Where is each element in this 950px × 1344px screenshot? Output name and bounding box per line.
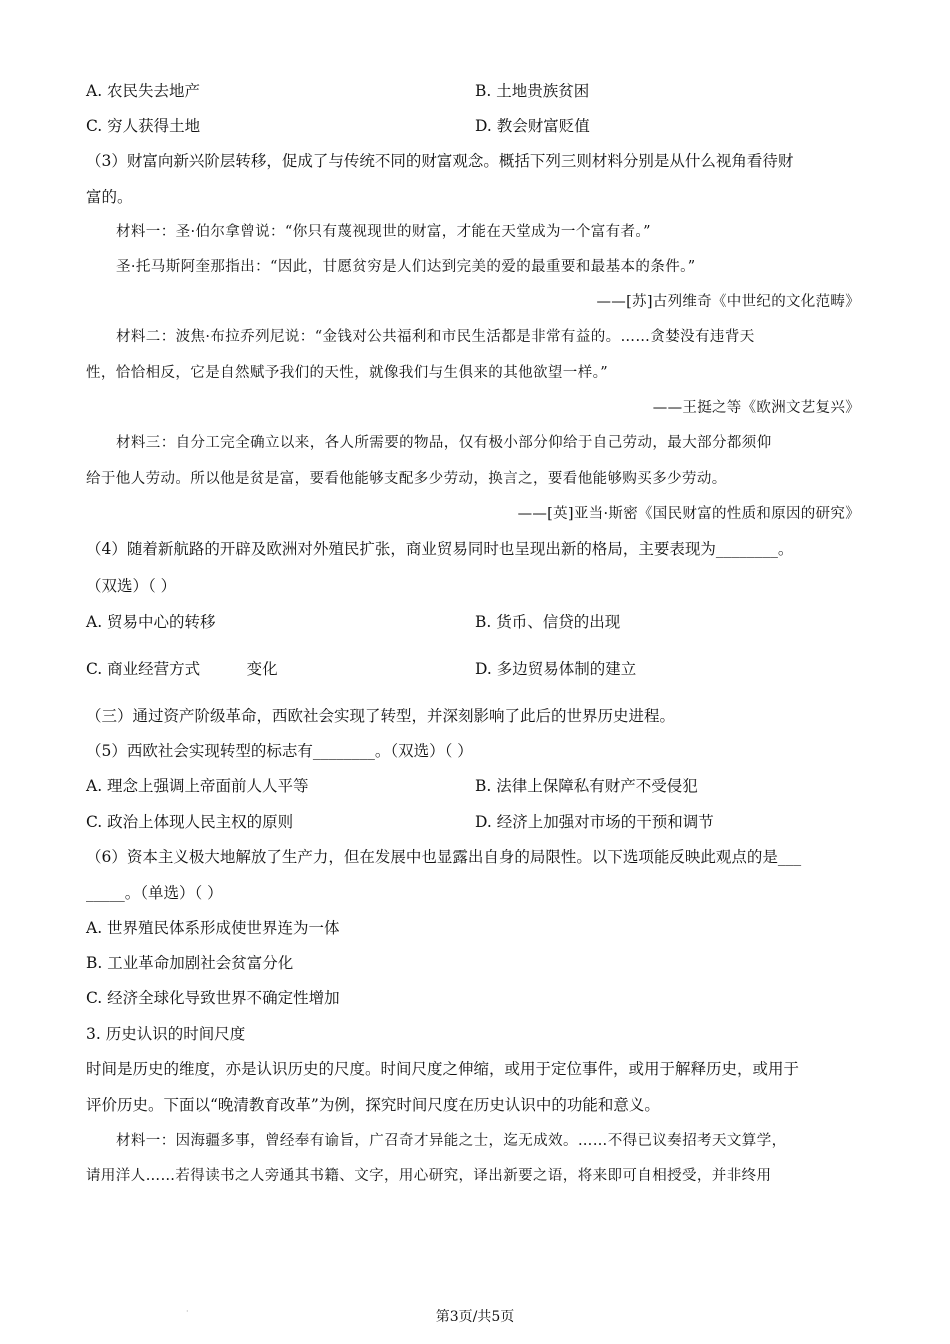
q3-option-a: A. 农民失去地产	[86, 82, 201, 100]
q3-option-b: B. 土地贵族贫困	[475, 82, 590, 100]
material-3-line1: 材料三：自分工完全确立以来，各人所需要的物品，仅有极小部分仰给于自己劳动，最大部分都须仰	[116, 435, 772, 451]
part-3-intro-line1: 时间是历史的维度，亦是认识历史的尺度。时间尺度之伸缩，或用于定位事件，或用于解释历史，或用于	[86, 1060, 800, 1078]
q3-option-c: C. 穷人获得土地	[86, 117, 201, 135]
q5-option-c: C. 政治上体现人民主权的原则	[86, 813, 294, 831]
part-3-title: 3. 历史认识的时间尺度	[86, 1025, 246, 1043]
material-2-line1: 材料二：波焦·布拉乔列尼说：“金钱对公共福利和市民生活都是非常有益的。……贪婪没有违背天	[116, 329, 755, 345]
material-1-line2: 圣·托马斯阿奎那指出：“因此，甘愿贫穷是人们达到完美的爱的最重要和最基本的条件。”	[116, 259, 696, 275]
section-3-heading: （三）通过资产阶级革命，西欧社会实现了转型，并深刻影响了此后的世界历史进程。	[86, 707, 676, 725]
material-3-source: ——[英]亚当·斯密《国民财富的性质和原因的研究》	[517, 506, 860, 522]
q5-option-d: D. 经济上加强对市场的干预和调节	[475, 813, 714, 831]
question-6-line2: _____。（单选）（ ）	[86, 884, 223, 902]
material-2-source: ——王挺之等《欧洲文艺复兴》	[652, 400, 860, 416]
part-3-material-1-line1: 材料一：因海疆多事，曾经奉有谕旨，广召奇才异能之士，迄无成效。……不得已议奏招考天文算学，	[116, 1133, 787, 1149]
question-5-prompt: （5）西欧社会实现转型的标志有________。（双选）（ ）	[86, 742, 473, 760]
material-1-line1: 材料一：圣·伯尔拿曾说：“你只有蔑视现世的财富，才能在天堂成为一个富有者。”	[116, 224, 651, 240]
q4-option-a: A. 贸易中心的转移	[86, 613, 216, 631]
material-2-line2: 性，恰恰相反，它是自然赋予我们的天性，就像我们与生俱来的其他欲望一样。”	[86, 365, 609, 381]
q4-option-d: D. 多边贸易体制的建立	[475, 660, 637, 678]
q6-option-b: B. 工业革命加剧社会贫富分化	[86, 954, 294, 972]
part-3-material-1-line2: 请用洋人……若得读书之人旁通其书籍、文字，用心研究，译出新要之语，将来即可自相授受，并非终用	[86, 1168, 772, 1184]
q3-option-d: D. 教会财富贬值	[475, 117, 590, 135]
material-1-source: ——[苏]古列维奇《中世纪的文化范畴》	[596, 294, 860, 310]
q6-option-a: A. 世界殖民体系形成使世界连为一体	[86, 919, 340, 937]
question-3-prompt-line2: 富的。	[86, 188, 133, 206]
q4-option-b: B. 货币、信贷的出现	[475, 613, 621, 631]
q5-option-b: B. 法律上保障私有财产不受侵犯	[475, 777, 698, 795]
part-3-intro-line2: 评价历史。下面以“晚清教育改革”为例，探究时间尺度在历史认识中的功能和意义。	[86, 1096, 660, 1114]
material-3-line2: 给于他人劳动。所以他是贫是富，要看他能够支配多少劳动，换言之，要看他能够购买多少劳动。	[86, 471, 727, 487]
q4-option-c: C. 商业经营方式 变化	[86, 660, 278, 678]
footer-mark: ·	[186, 1307, 189, 1316]
question-4-line2: （双选）（ ）	[86, 577, 177, 595]
question-6-line1: （6）资本主义极大地解放了生产力，但在发展中也显露出自身的局限性。以下选项能反映此观点的是___	[86, 848, 802, 866]
q5-option-a: A. 理念上强调上帝面前人人平等	[86, 777, 309, 795]
question-4-line1: （4）随着新航路的开辟及欧洲对外殖民扩张，商业贸易同时也呈现出新的格局，主要表现为________。	[86, 540, 794, 558]
q6-option-c: C. 经济全球化导致世界不确定性增加	[86, 989, 340, 1007]
page-number: 第3页/共5页	[435, 1309, 515, 1325]
question-3-prompt-line1: （3）财富向新兴阶层转移，促成了与传统不同的财富观念。概括下列三则材料分别是从什么视角看待财	[86, 152, 794, 170]
